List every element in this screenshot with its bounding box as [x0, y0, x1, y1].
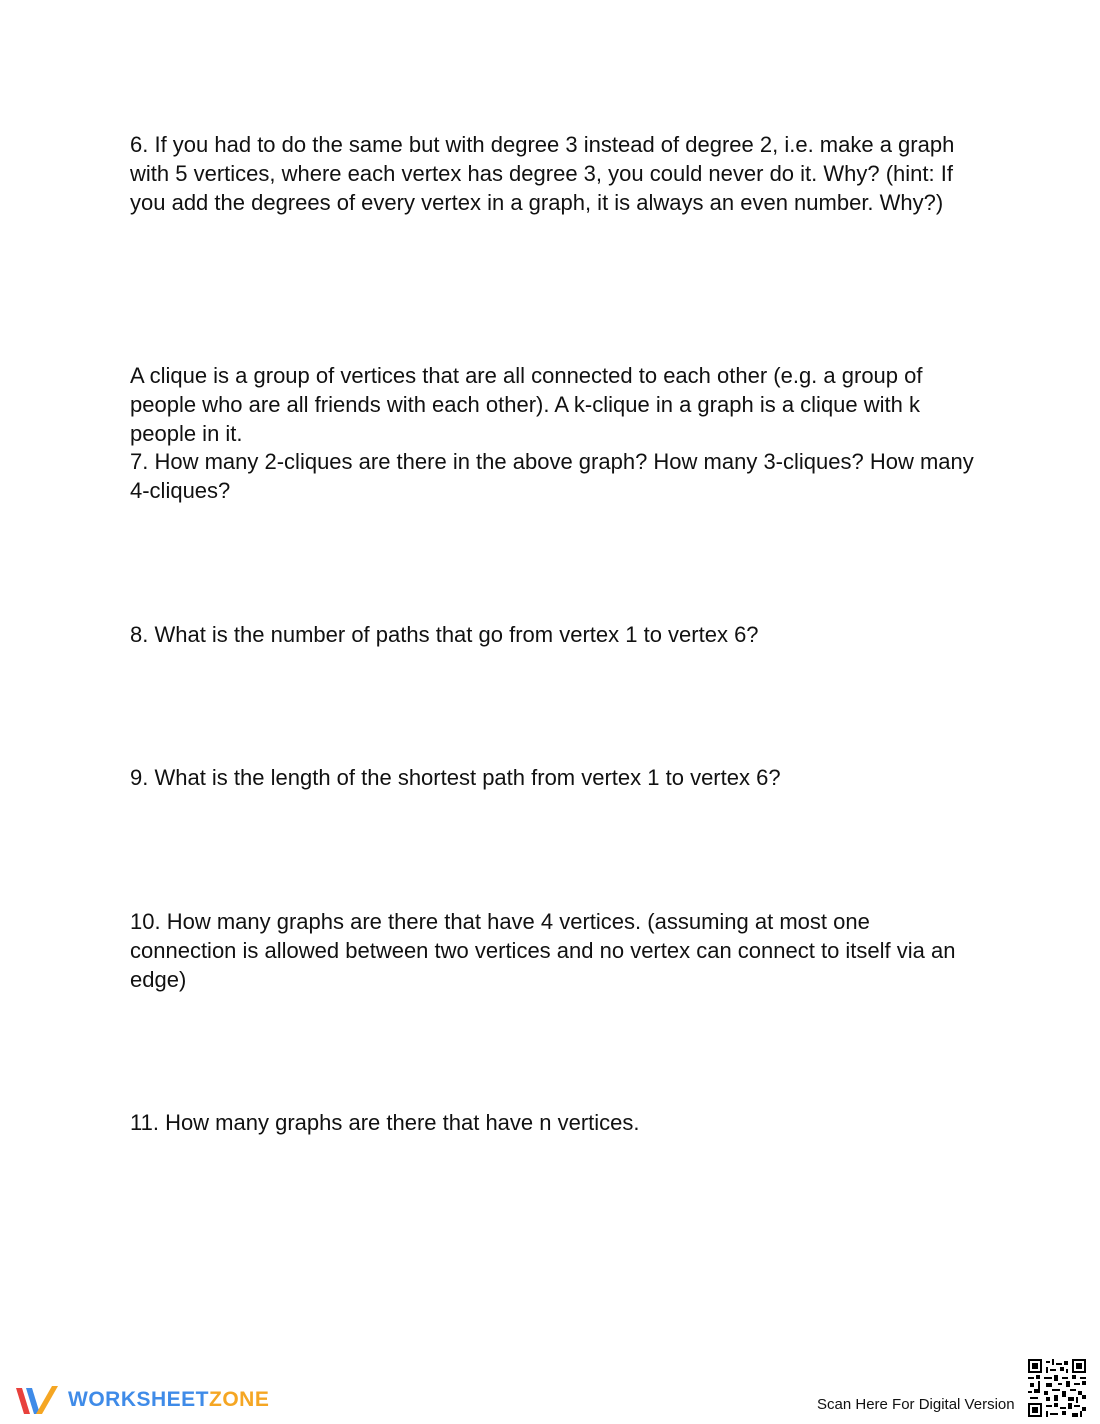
worksheetzone-logo-icon [14, 1382, 62, 1418]
question-6: 6. If you had to do the same but with degree 3 instead of degree 2, i.e. make a graph with 5 vertices, where each vertex has degree 3, you could never do it. Why? (hint: If you add the degrees of every vertex in a graph, it is always an even number. Why?) [130, 132, 955, 215]
question-11: 11. How many graphs are there that have n vertices. [130, 1110, 640, 1135]
clique-definition: A clique is a group of vertices that are all connected to each other (e.g. a group of people who are all friends with each other). A k-clique in a graph is a clique with k people in it. [130, 363, 923, 446]
question-7: 7. How many 2-cliques are there in the above graph? How many 3-cliques? How many 4-cliques? [130, 449, 974, 503]
worksheetzone-logo[interactable] [14, 1382, 269, 1418]
logo-wordmark [68, 1388, 269, 1412]
scan-caption: Scan Here For Digital Version [817, 1396, 1015, 1413]
question-8: 8. What is the number of paths that go from vertex 1 to vertex 6? [130, 622, 759, 647]
logo-word-zone: ZONE [209, 1388, 270, 1411]
question-9: 9. What is the length of the shortest path from vertex 1 to vertex 6? [130, 765, 781, 790]
question-10: 10. How many graphs are there that have 4 vertices. (assuming at most one connection is allowed between two vertices and no vertex can connect to itself via an edge) [130, 909, 956, 992]
qr-code-icon[interactable] [1028, 1359, 1086, 1417]
logo-word-worksheet: WORKSHEET [68, 1388, 209, 1411]
